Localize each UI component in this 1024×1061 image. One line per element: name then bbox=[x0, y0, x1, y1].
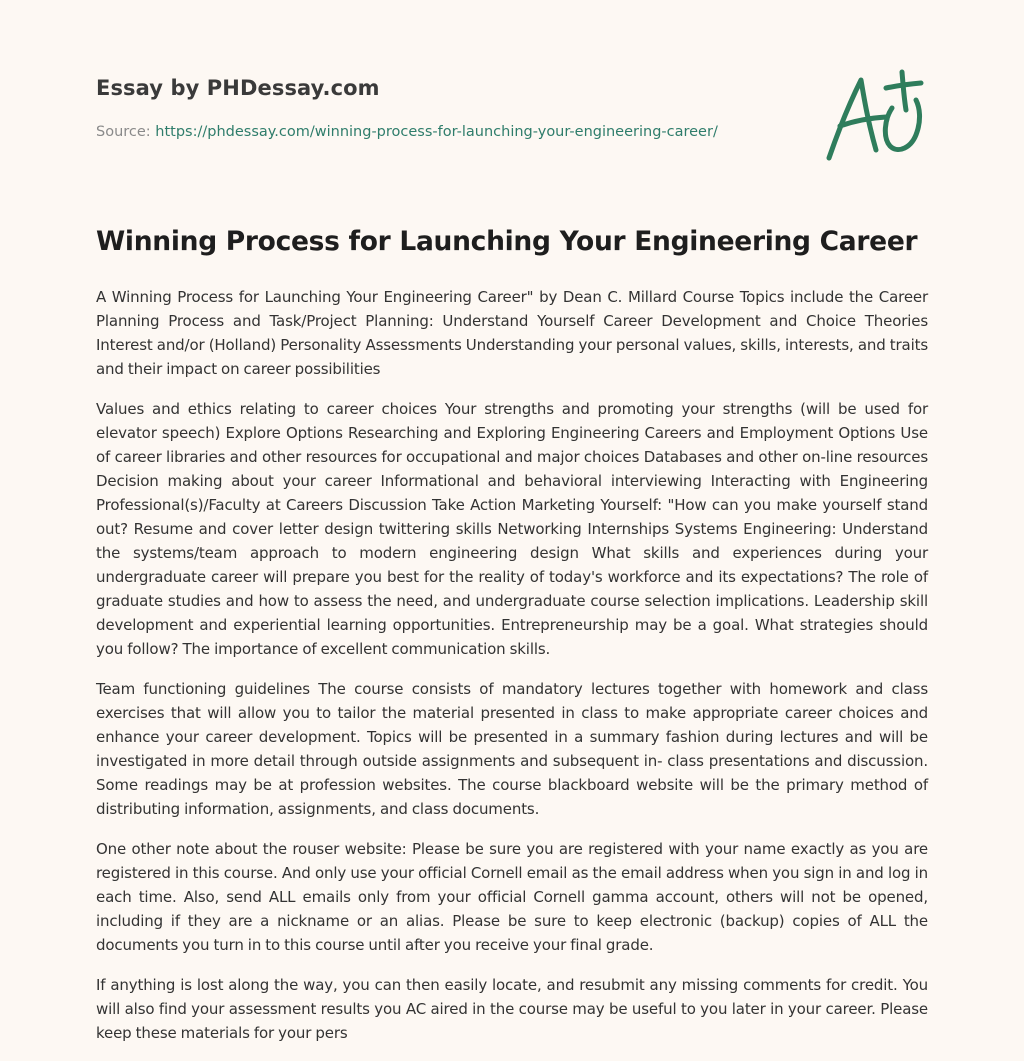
a-plus-grade-icon bbox=[820, 66, 928, 166]
page-header bbox=[96, 76, 796, 100]
brand-title: Essay by PHDessay.com bbox=[96, 76, 380, 100]
essay-paragraph: Values and ethics relating to career choices Your strengths and promoting your strengths (will be used for elevator speech) Explore Options Researching and Exploring Engineering Careers and Employment Options Use of career libraries and other resources for occupational and major choices Databases and other on-line resources Decision making about your career Informational and behavioral interviewing Interacting with Engineering Professional(s)/Faculty at Careers Discussion Take Action Marketing Yourself: "How can you make yourself stand out? Resume and cover letter design twittering skills Networking Internships Systems Engineering: Understand the systems/team approach to modern engineering design What skills and experiences during your undergraduate career will prepare you best for the reality of today's workforce and its expectations? The role of graduate studies and how to assess the need, and undergraduate course selection implications. Leadership skill development and experiential learning opportunities. Entrepreneurship may be a goal. What strategies should you follow? The importance of excellent communication skills. bbox=[96, 400, 928, 658]
essay-body bbox=[96, 285, 928, 1061]
source-link[interactable]: https://phdessay.com/winning-process-for-launching-your-engineering-career/ bbox=[155, 124, 718, 140]
source-line bbox=[96, 124, 718, 140]
essay-title: Winning Process for Launching Your Engineering Career bbox=[96, 226, 918, 257]
essay-paragraph: A Winning Process for Launching Your Engineering Career" by Dean C. Millard Course Topics include the Career Planning Process and Task/Project Planning: Understand Yourself Career Development and Choice Theories Interest and/or (Holland) Personality Assessments Understanding your personal values, skills, interests, and traits and their impact on career possibilities bbox=[96, 288, 928, 378]
essay-paragraph: One other note about the rouser website: Please be sure you are registered with your name exactly as you are registered in this course. And only use your official Cornell email as the email address when you sign in and log in each time. Also, send ALL emails only from your official Cornell gamma account, others will not be opened, including if they are a nickname or an alias. Please be sure to keep electronic (backup) copies of ALL the documents you turn in to this course until after you receive your final grade. bbox=[96, 840, 928, 954]
essay-paragraph: Team functioning guidelines The course consists of mandatory lectures together with homework and class exercises that will allow you to tailor the material presented in class to make appropriate career choices and enhance your career development. Topics will be presented in a summary fashion during lectures and will be investigated in more detail through outside assignments and subsequent in- class presentations and discussion. Some readings may be at profession websites. The course blackboard website will be the primary method of distributing information, assignments, and class documents. bbox=[96, 680, 928, 818]
source-label: Source: bbox=[96, 124, 156, 140]
essay-paragraph: If anything is lost along the way, you can then easily locate, and resubmit any missing comments for credit. You will also find your assessment results you AC aired in the course may be useful to you later in your career. Please keep these materials for your pers bbox=[96, 976, 928, 1042]
